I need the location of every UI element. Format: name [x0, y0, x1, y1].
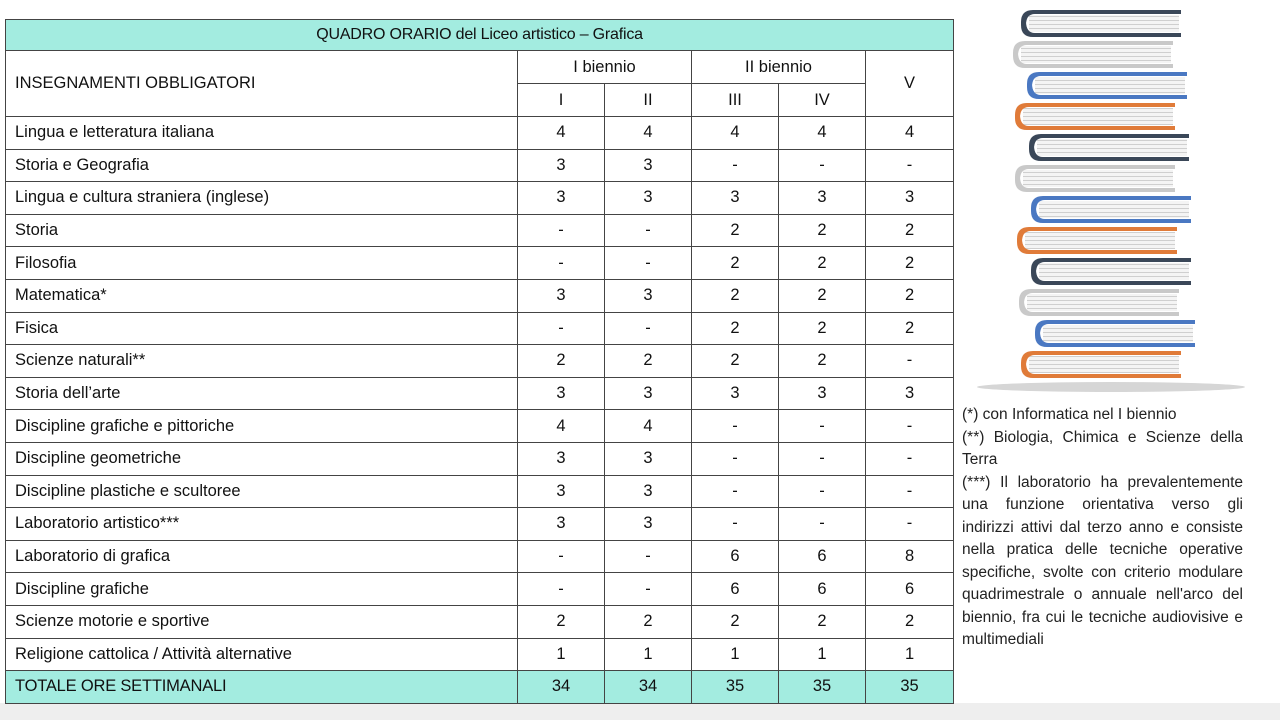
table-row — [6, 605, 954, 638]
hours-cell: - — [605, 573, 692, 606]
hours-cell: 2 — [779, 214, 866, 247]
footnotes — [962, 404, 1243, 652]
hours-cell: - — [779, 149, 866, 182]
group-header-first-biennium: I biennio — [518, 51, 692, 84]
books-stack-illustration — [975, 5, 1255, 400]
total-hours-cell: 35 — [692, 671, 779, 704]
hours-cell: - — [866, 149, 954, 182]
header-row — [6, 51, 954, 84]
hours-cell: 6 — [779, 540, 866, 573]
hours-cell: 2 — [692, 345, 779, 378]
year-header-3: III — [692, 84, 779, 117]
hours-cell: - — [779, 508, 866, 541]
hours-cell: 3 — [518, 149, 605, 182]
subject-cell: Discipline grafiche — [6, 573, 518, 606]
subject-cell: Storia e Geografia — [6, 149, 518, 182]
hours-cell: 2 — [692, 605, 779, 638]
hours-cell: 2 — [692, 312, 779, 345]
hours-cell: - — [866, 345, 954, 378]
hours-cell: 3 — [518, 279, 605, 312]
hours-cell: 2 — [518, 605, 605, 638]
subject-cell: Discipline grafiche e pittoriche — [6, 410, 518, 443]
hours-cell: 2 — [692, 214, 779, 247]
hours-cell: 4 — [518, 410, 605, 443]
table-row — [6, 638, 954, 671]
hours-cell: 3 — [605, 182, 692, 215]
hours-cell: 2 — [866, 247, 954, 280]
table-row — [6, 312, 954, 345]
book-icon — [1029, 134, 1189, 161]
hours-cell: 4 — [692, 117, 779, 150]
table-row — [6, 410, 954, 443]
book-icon — [1019, 289, 1179, 316]
hours-cell: 3 — [692, 377, 779, 410]
subject-cell: Discipline geometriche — [6, 442, 518, 475]
table-row — [6, 442, 954, 475]
table-row — [6, 475, 954, 508]
hours-cell: 3 — [518, 442, 605, 475]
hours-cell: 1 — [518, 638, 605, 671]
book-icon — [1035, 320, 1195, 347]
hours-cell: 4 — [605, 410, 692, 443]
hours-cell: 1 — [866, 638, 954, 671]
hours-cell: 3 — [605, 475, 692, 508]
hours-cell: 3 — [518, 475, 605, 508]
subject-cell: Scienze motorie e sportive — [6, 605, 518, 638]
hours-cell: 1 — [692, 638, 779, 671]
hours-cell: 3 — [605, 442, 692, 475]
book-icon — [1017, 227, 1177, 254]
book-icon — [1015, 165, 1175, 192]
hours-cell: - — [866, 508, 954, 541]
hours-cell: 2 — [605, 345, 692, 378]
subject-cell: Lingua e letteratura italiana — [6, 117, 518, 150]
hours-cell: 6 — [779, 573, 866, 606]
hours-cell: 3 — [605, 377, 692, 410]
book-icon — [1021, 10, 1181, 37]
hours-cell: 2 — [779, 345, 866, 378]
hours-cell: - — [605, 540, 692, 573]
hours-cell: - — [518, 214, 605, 247]
table-row — [6, 573, 954, 606]
book-icon — [1031, 196, 1191, 223]
hours-cell: 2 — [866, 214, 954, 247]
hours-cell: 2 — [866, 605, 954, 638]
hours-cell: 3 — [779, 182, 866, 215]
table-row — [6, 117, 954, 150]
subject-cell: Matematica* — [6, 279, 518, 312]
hours-cell: - — [692, 410, 779, 443]
hours-cell: 4 — [518, 117, 605, 150]
hours-cell: 2 — [779, 247, 866, 280]
year-header-1: I — [518, 84, 605, 117]
hours-cell: - — [518, 247, 605, 280]
table-title-row — [6, 20, 954, 51]
footnote-3: (***) Il laboratorio ha prevalentemente una funzione orientativa verso gli indirizzi attivi dal terzo anno e consiste nella pratica delle tecniche operative specifiche, svolte con criterio modulare quadrimestrale o annuale nell'arco del biennio, fra cui le tecniche audiovisive e multimediali — [962, 473, 1243, 648]
hours-cell: 6 — [692, 540, 779, 573]
hours-cell: 6 — [692, 573, 779, 606]
table-row — [6, 149, 954, 182]
hours-cell: - — [866, 442, 954, 475]
hours-cell: - — [779, 475, 866, 508]
hours-cell: - — [866, 410, 954, 443]
book-icon — [1031, 258, 1191, 285]
hours-cell: - — [605, 247, 692, 280]
book-icon — [1027, 72, 1187, 99]
subject-cell: Laboratorio artistico*** — [6, 508, 518, 541]
hours-cell: 6 — [866, 573, 954, 606]
hours-cell: 3 — [605, 508, 692, 541]
hours-cell: - — [779, 410, 866, 443]
table-row — [6, 540, 954, 573]
hours-cell: 2 — [605, 605, 692, 638]
hours-cell: 4 — [866, 117, 954, 150]
year-header-4: IV — [779, 84, 866, 117]
total-hours-cell: 34 — [518, 671, 605, 704]
hours-cell: - — [779, 442, 866, 475]
total-label: TOTALE ORE SETTIMANALI — [6, 671, 518, 704]
hours-cell: 3 — [866, 377, 954, 410]
table-row — [6, 508, 954, 541]
group-header-second-biennium: II biennio — [692, 51, 866, 84]
table-title: QUADRO ORARIO del Liceo artistico – Grafica — [6, 20, 954, 51]
subject-cell: Laboratorio di grafica — [6, 540, 518, 573]
subject-cell: Religione cattolica / Attività alternative — [6, 638, 518, 671]
group-header-fifth-year: V — [866, 51, 954, 117]
hours-cell: 1 — [779, 638, 866, 671]
hours-cell: 2 — [779, 312, 866, 345]
bottom-band — [0, 703, 1280, 720]
table-row — [6, 279, 954, 312]
hours-cell: 2 — [692, 247, 779, 280]
hours-cell: - — [866, 475, 954, 508]
hours-cell: - — [518, 573, 605, 606]
hours-cell: 2 — [779, 279, 866, 312]
table-row — [6, 247, 954, 280]
footnote-1: (*) con Informatica nel I biennio — [962, 406, 1177, 423]
year-header-2: II — [605, 84, 692, 117]
total-hours-cell: 34 — [605, 671, 692, 704]
schedule-table — [5, 19, 954, 704]
hours-cell: 3 — [692, 182, 779, 215]
hours-cell: - — [692, 442, 779, 475]
hours-cell: - — [605, 214, 692, 247]
hours-cell: 3 — [779, 377, 866, 410]
hours-cell: - — [518, 540, 605, 573]
book-icon — [1015, 103, 1175, 130]
hours-cell: 2 — [866, 279, 954, 312]
hours-cell: 3 — [518, 182, 605, 215]
subject-cell: Scienze naturali** — [6, 345, 518, 378]
hours-cell: 2 — [692, 279, 779, 312]
total-hours-cell: 35 — [779, 671, 866, 704]
hours-cell: 4 — [605, 117, 692, 150]
table-row — [6, 345, 954, 378]
hours-cell: 8 — [866, 540, 954, 573]
hours-cell: - — [692, 508, 779, 541]
subject-cell: Filosofia — [6, 247, 518, 280]
hours-cell: 3 — [866, 182, 954, 215]
table-row — [6, 377, 954, 410]
hours-cell: - — [605, 312, 692, 345]
subject-cell: Discipline plastiche e scultoree — [6, 475, 518, 508]
hours-cell: - — [692, 475, 779, 508]
subjects-header: INSEGNAMENTI OBBLIGATORI — [6, 51, 518, 117]
hours-cell: - — [692, 149, 779, 182]
footnote-2: (**) Biologia, Chimica e Scienze della Terra — [962, 428, 1243, 468]
subject-cell: Fisica — [6, 312, 518, 345]
total-row — [6, 671, 954, 704]
hours-cell: 3 — [605, 279, 692, 312]
hours-cell: - — [518, 312, 605, 345]
hours-cell: 3 — [518, 377, 605, 410]
total-hours-cell: 35 — [866, 671, 954, 704]
hours-cell: 4 — [779, 117, 866, 150]
table-row — [6, 214, 954, 247]
table-row — [6, 182, 954, 215]
hours-cell: 2 — [866, 312, 954, 345]
subject-cell: Storia dell’arte — [6, 377, 518, 410]
hours-cell: 2 — [518, 345, 605, 378]
hours-cell: 3 — [605, 149, 692, 182]
subject-cell: Lingua e cultura straniera (inglese) — [6, 182, 518, 215]
subject-cell: Storia — [6, 214, 518, 247]
book-icon — [1021, 351, 1181, 378]
hours-cell: 3 — [518, 508, 605, 541]
book-icon — [1013, 41, 1173, 68]
hours-cell: 1 — [605, 638, 692, 671]
hours-cell: 2 — [779, 605, 866, 638]
